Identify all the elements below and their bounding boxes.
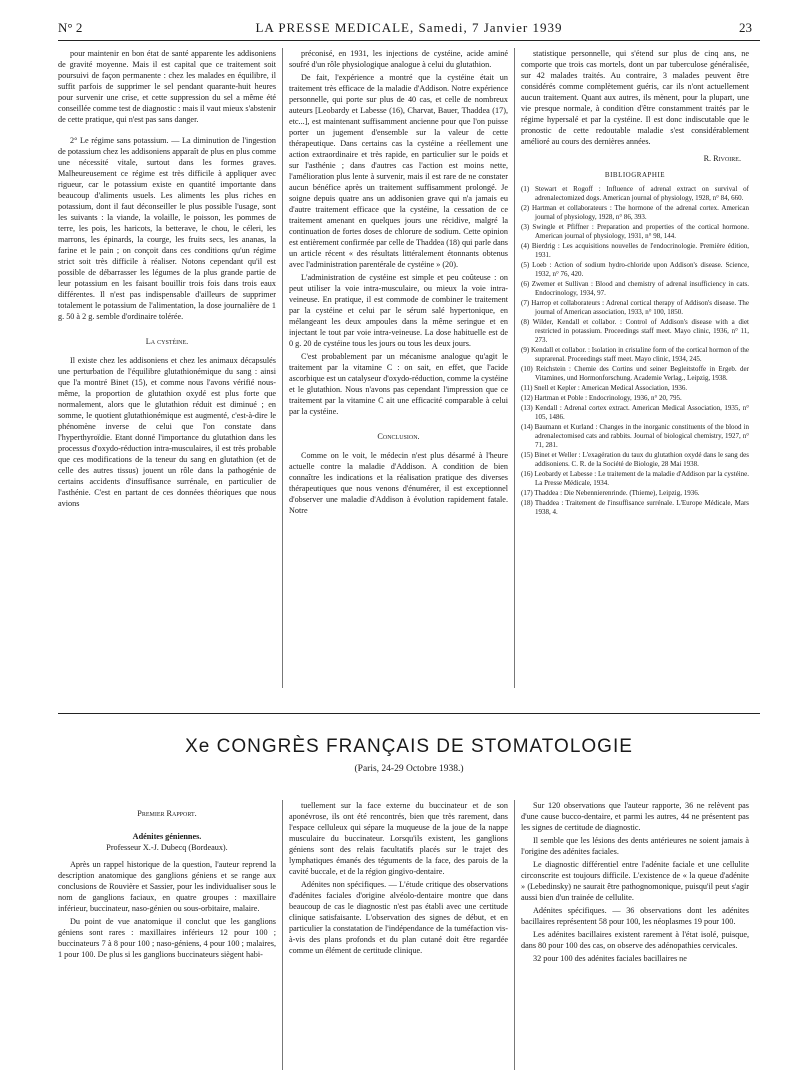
page-header bbox=[58, 18, 760, 41]
bibliography-entry: (11) Snell et Kepler : American Medical Association, 1936. bbox=[521, 384, 688, 392]
bibliography-entry: (12) Hartman et Poble : Endocrinology, 1936, n° 20, 795. bbox=[521, 394, 682, 402]
bibliography-entry: (14) Baumann et Kurland : Changes in the inorganic constituents of the blood in adrenalectomised cats and rabbits. Journal of biological chemistry, 1927, n° 71, 281. bbox=[521, 423, 749, 449]
paragraph: 32 pour 100 des adénites faciales bacillaires ne bbox=[533, 954, 687, 963]
column-divider bbox=[282, 48, 283, 688]
bibliography-entry: (18) Thaddea : Traitement de l'insuffisance surrénale. L'Europe Médicale, Mars 1938, 4. bbox=[521, 499, 749, 516]
bibliography-entry: (10) Reichstein : Chemie des Cortins und seiner Begleitstoffe in Ergeb. der Vitamines, und Hormonforschung. Academie Verlag., Leipzig, 1938. bbox=[521, 365, 749, 382]
paragraph: C'est probablement par un mécanisme analogue qu'agit le traitement par la vitamine C : on sait, en effet, que l'acide ascorbique est un catalyseur d'oxydo-réduction, comme la cystéine et le glutathion. Nous n'avons pas cependant l'impression que ce traitement par la vitamine C ait une efficacité comparable à celui par la cystéine. bbox=[289, 352, 508, 416]
section-heading: Conclusion. bbox=[377, 432, 420, 441]
paragraph: Après un rappel historique de la question, l'auteur reprend la description anatomique des ganglions géniens et se range aux conclusions de Rouvière et Sassier, pour les individualiser sous le nom de ganglions faciaux, en quatre groupes : maxillaire inférieur, buccinateur, naso-génien ou sous-orbitaire, malaire. bbox=[58, 860, 276, 913]
bibliography-entry: (7) Harrop et collaborateurs : Adrenal cortical therapy of Addison's disease. The journal of American association, 1933, n° 100, 1850. bbox=[521, 299, 749, 316]
page-number: 23 bbox=[739, 20, 752, 35]
report-title: Adénites géniennes. bbox=[132, 832, 202, 841]
column-divider bbox=[514, 800, 515, 1070]
paragraph: Comme on le voit, le médecin n'est plus désarmé à l'heure actuelle contre la maladie d'Addison. A condition de bien connaître les indications et la réalisation pratique des diverses thérapeutiques que nous venons d'énumérer, il est exceptionnel d'observer une maladie d'Addison à évolution rapidement fatale. Notre bbox=[289, 451, 508, 515]
paragraph: Sur 120 observations que l'auteur rapporte, 36 ne relèvent pas d'une cause bucco-dentaire, et parmi les autres, 44 ne présentent pas les signes de certitude de diagnostic. bbox=[521, 801, 749, 832]
column-divider bbox=[282, 800, 283, 1070]
paragraph: statistique personnelle, qui s'étend sur plus de cinq ans, ne comporte que trois cas mortels, dont un par tuberculose généralisée, sur 42 malades traités. Au contraire, 3 malades peuvent être considérés comme complètement guéris, car ils n'ont actuellement aucun traitement. Quant aux autres, ils mènent, pour la plupart, une vie presque normale, à condition d'être constamment traités par le régime hypersalé et par la cystéine. Il est donc indiscutable que le pronostic de cette redoutable maladie s'est considérablement amélioré au cours des dernières années. bbox=[521, 49, 749, 146]
paragraph: tuellement sur la face externe du buccinateur et de son aponévrose, ils ont été rencontrés, bien que très rarement, dans l'espace celluleux qui sépare la muqueuse de la joue de la nappe musculaire du buccinateur. Lorsqu'ils existent, les ganglions géniens sont des relais facultatifs placés sur le trajet des lymphatiques émanés des téguments de la face, des parois de la cavité buccale, et de la région gingivo-dentaire. bbox=[289, 801, 508, 876]
paragraph: Les adénites bacillaires existent rarement à l'état isolé, puisque, dans 80 pour 100 des cas, on observe des adénopathies cervicales. bbox=[521, 930, 749, 950]
bibliography-entry: (1) Stewart et Rogoff : Influence of adrenal extract on survival of adrenalectomized dogs. American journal of physiology, 1928, n° 84, 660. bbox=[521, 185, 749, 202]
section-rule bbox=[58, 713, 760, 714]
article-column-2 bbox=[289, 48, 508, 688]
article-column-6 bbox=[521, 800, 749, 1070]
paragraph: Le diagnostic différentiel entre l'adénite faciale et une cellulite circonscrite est toujours difficile. L'existence de « la queue d'adénite » (Lebedinsky) ne saurait être pathognomonique, puisqu'il peut s'agir aussi bien d'un trainée de cellulite. bbox=[521, 860, 749, 902]
bibliography-entry: (2) Hartman et collaborateurs : The hormone of the adrenal cortex. American journal of physiology, 1928, n° 86, 393. bbox=[521, 204, 749, 221]
bibliography-entry: (5) Loeb : Action of sodium hydro-chloride upon Addison's disease. Science, 1932, n° 76, 420. bbox=[521, 261, 749, 278]
article-column-1 bbox=[58, 48, 276, 688]
report-label: Premier Rapport. bbox=[137, 809, 197, 818]
paragraph: Il existe chez les addisoniens et chez les animaux décapsulés une perturbation de l'équilibre glutathionémique du sang : ainsi que l'a montré Binet (15), et comme nous l'avons vérifié nous-même, la proportion de glutathion oxydé est plus forte que normalement, alors que le glutathion réduit est diminué ; en somme, le quotient glutathionémique est augmenté, c'est-à-dire le phénomène inverse de celui que l'on constate dans l'hyperthyroïdie. Etant donné l'importance du glutathion dans les processus d'oxydo-réduction intra-musculaires, il est très probable que ces modifications de la teneur du sang en glutathion (et de celle des autres tissus) jouent un rôle dans la pathogénie de certains accidents d'insuffisance surrénale, en particulier de l'asthénie. C'est en partant de ces données théoriques que nous avions bbox=[58, 356, 276, 508]
journal-header-title: LA PRESSE MEDICALE, Samedi, 7 Janvier 1939 bbox=[255, 20, 563, 35]
paragraph: pour maintenir en bon état de santé apparente les addisoniens de gravité moyenne. Mais il est capital que ce traitement soit poursuivi de façon permanente : chez les malades en équilibre, il suffit parfois de supprimer le sel pendant quarante-huit heures pour survenir une crise, et cette suppression du sel a même été conseillée comme test de diagnostic : mais il vaut mieux s'abstenir de cette pratique, qui n'est pas sans danger. bbox=[58, 49, 276, 124]
paragraph: De fait, l'expérience a montré que la cystéine était un traitement très efficace de la maladie d'Addison. Notre expérience personnelle, qui porte sur plus de 40 cas, et celle de nombreux auteurs [Leobardy et Labesse (16), Charvat, Bauer, Thaddea (17), etc...], est maintenant suffisamment ancienne pour que l'on puisse porter un jugement d'ensemble sur la valeur de cette thérapeutique. Dans certains cas la cystéine a réellement une action extraordinaire et très rapide, en particulier sur le poids et sur l'asthénie ; dans d'autres cas l'action est moins nette, l'amélioration plus lente à survenir, mais il est rare de ne constater aucun bénéfice après un traitement suffisamment prolongé. Je soigne depuis quatre ans un addisonien grave qui n'a jamais eu d'autre traitement efficace que la cystéine, la cessation de ce traitement amenant en quelques jours une récidive, malgré la continuation de fortes doses de chlorure de sodium. Cette opinion est entièrement confirmée par celle de Thaddea (18) qui parle dans un article récent « des résultats littéralement étonnants obtenus avec l'administration parentérale de cystéine » (20). bbox=[289, 73, 508, 269]
congress-title: Xe CONGRÈS FRANÇAIS DE STOMATOLOGIE bbox=[185, 736, 633, 757]
bibliography-entry: (4) Bierdrig : Les acquisitions nouvelles de l'endocrinologie. Première édition, 1931. bbox=[521, 242, 749, 259]
bibliography-entry: (15) Binet et Weller : L'exagération du taux du glutathion oxydé dans le sang des addisoniens. C. R. de la Société de Biologie, 28 Mai 1938. bbox=[521, 451, 749, 468]
paragraph: L'administration de cystéine est simple et peu coûteuse : on peut utiliser la voie intra-musculaire, ou mieux la voie intra-veineuse. En pratique, il est commode de combiner le traitement par la cystéine et celui par le sérum salé hypertonique, en mélangeant les deux ampoules dans la même seringue et en injectant le tout par voie intra-veineuse. La dose habituelle est de 0 g. 20 de cystéine tous les jours ou tous les deux jours. bbox=[289, 273, 508, 348]
paragraph: Adénites non spécifiques. — L'étude critique des observations d'adénites faciales d'origine alvéolo-dentaire montre que dans beaucoup de cas le diagnostic n'est pas établi avec une certitude clinique satisfaisante. L'observation des signes de début, et en particulier la constatation de l'indépendance de la tuméfaction vis-à-vis des plans profonds et du plan cutané doit être regardée comme un élément de certitude clinique. bbox=[289, 880, 508, 955]
bibliography-entry: (17) Thaddea : Die Nebennierenrinde. (Thieme), Leipzig, 1936. bbox=[521, 489, 700, 497]
bibliography-entry: (3) Swingle et Pfiffner : Preparation and properties of the cortical hormone. American journal of physiology, 1931, n° 98, 144. bbox=[521, 223, 749, 240]
bibliography-entry: (9) Kendall et collabor. : Isolation in cristaline form of the cortical hormon of the suprarenal. Proceedings staff meet. Mayo clinic, 1934, 245. bbox=[521, 346, 749, 363]
column-divider bbox=[514, 48, 515, 688]
article-column-5 bbox=[289, 800, 508, 1070]
bibliography-list bbox=[521, 185, 749, 517]
bibliography-entry: (6) Zwemer et Sullivan : Blood and chemistry of adrenal insufficiency in cats. Endocrinology, 1934, 97. bbox=[521, 280, 749, 297]
article-column-4 bbox=[58, 800, 276, 1070]
bibliography-heading: BIBLIOGRAPHIE bbox=[604, 171, 666, 179]
paragraph: Adénites spécifiques. — 36 observations dont les adénites bacillaires représentent 58 pour 100, les néoplasmes 19 pour 100. bbox=[521, 906, 749, 926]
bibliography-entry: (16) Leobardy et Labesse : Le traitement de la maladie d'Addison par la cystéine. La Presse Médicale, 1934. bbox=[521, 470, 749, 487]
issue-number: N° 2 bbox=[58, 20, 83, 35]
bibliography-entry: (8) Wilder, Kendall et collabor. : Control of Addison's disease with a diet restricted in potassium. Proceedings staff meet. Mayo clinic, 1936, n° 11, 273. bbox=[521, 318, 749, 344]
paragraph: préconisé, en 1931, les injections de cystéine, acide aminé soufré d'un rôle physiologique analogue à celui du glutathion. bbox=[289, 49, 508, 69]
paragraph: 2° Le régime sans potassium. — La diminution de l'ingestion de potassium chez les addisoniens apparaît de plus en plus comme une nécessité vitale, surtout dans les formes graves. Malheureusement ce régime est très difficile à appliquer avec rigueur, car le potassium existe en quantité importante dans beaucoup d'aliments usuels. Les aliments les plus riches en potassium, dont il faut déconseiller le plus possible l'usage, sont les suivants : la viande, la volaille, le poisson, les pommes de terre, les pois, les haricots, la betterave, le chou, le céleri, les marrons, les épinards, la courge, les fruits secs, les ananas, la farine et le pain ; on conçoit dans ces conditions qu'un régime strict soit très difficile à réaliser. Notons cependant qu'il est possible de débarrasser les légumes de la plus grande partie de leur potassium en les faisant bouillir trois fois dans trois eaux différentes. Il n'est pas indispensable d'ailleurs de supprimer totalement le potassium de l'alimentation, la dose journalière de 1 g. 50 à 2 g. semble d'ordinaire tolérée. bbox=[58, 136, 276, 321]
author-signature: R. Rivoire. bbox=[703, 154, 741, 163]
bibliography-entry: (13) Kendall : Adrenal cortex extract. American Medical Association, 1935, n° 105, 1486. bbox=[521, 404, 749, 421]
paragraph: Du point de vue anatomique il conclut que les ganglions géniens sont rares : maxillaires inférieurs 12 pour 100 ; buccinateurs 7 à 8 pour 100 ; naso-géniens, 4 pour 100 ; malaires, 1 pour 100. De plus si les ganglions buccinateurs siègent habi- bbox=[58, 917, 276, 959]
article-column-3 bbox=[521, 48, 749, 688]
paragraph: Il semble que les lésions des dents antérieures ne soient jamais à l'origine des adénites faciales. bbox=[521, 836, 749, 856]
congress-subtitle: (Paris, 24-29 Octobre 1938.) bbox=[354, 764, 464, 774]
section-heading: La cystéine. bbox=[145, 337, 189, 346]
report-author: Professeur X.-J. Dubecq (Bordeaux). bbox=[106, 843, 228, 852]
